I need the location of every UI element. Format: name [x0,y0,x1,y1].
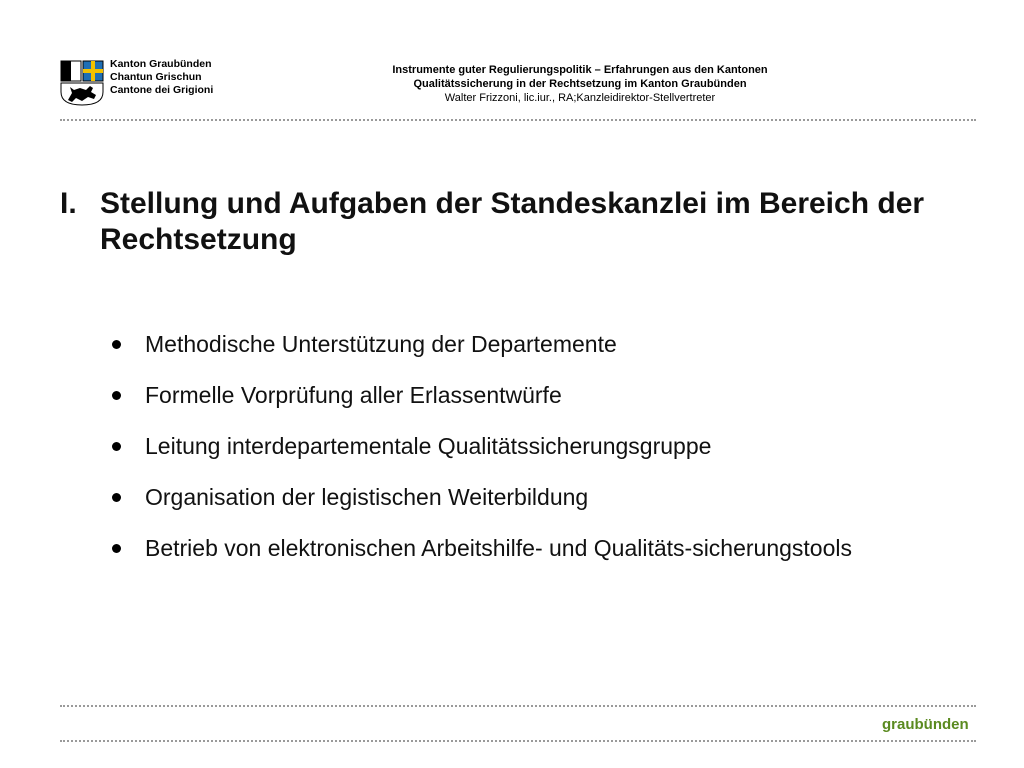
bullet-list [110,330,890,585]
list-item-text: Methodische Unterstützung der Departemente [145,331,617,357]
list-item-text: Leitung interdepartementale Qualitätssicherungsgruppe [145,433,712,459]
header-divider [60,119,976,121]
graubuenden-logo [882,712,982,736]
bullet-dot-icon [112,391,121,400]
header-line-2: Qualitätssicherung in der Rechtsetzung im Kanton Graubünden [413,78,747,90]
list-item [110,432,890,460]
canton-names [110,58,213,97]
logo-text: graubünden [882,716,969,733]
list-item-text: Formelle Vorprüfung aller Erlassentwürfe [145,382,562,408]
canton-name-it: Cantone dei Grigioni [110,84,214,96]
canton-coat-of-arms-icon [60,60,104,106]
list-item [110,534,890,562]
bullet-dot-icon [112,442,121,451]
title-text: Stellung und Aufgaben der Standeskanzlei im Bereich der Rechtsetzung [100,187,925,256]
title-number: I. [60,187,77,220]
list-item-text: Organisation der legistischen Weiterbildung [145,484,589,510]
list-item [110,330,890,358]
canton-name-de: Kanton Graubünden [110,58,212,70]
canton-name-rm: Chantun Grischun [110,71,202,83]
header-line-3: Walter Frizzoni, lic.iur., RA;Kanzleidirektor-Stellvertreter [444,92,716,104]
list-item [110,483,890,511]
footer-divider-top [60,705,976,707]
bullet-dot-icon [112,544,121,553]
footer-divider-bottom [60,740,976,742]
slide-title [60,186,990,258]
bullet-dot-icon [112,340,121,349]
list-item [110,381,890,409]
list-item-text: Betrieb von elektronischen Arbeitshilfe- und Qualitäts-sicherungstools [145,535,852,561]
bullet-dot-icon [112,493,121,502]
header-text [300,63,860,105]
header-line-1: Instrumente guter Regulierungspolitik – Erfahrungen aus den Kantonen [392,64,768,76]
